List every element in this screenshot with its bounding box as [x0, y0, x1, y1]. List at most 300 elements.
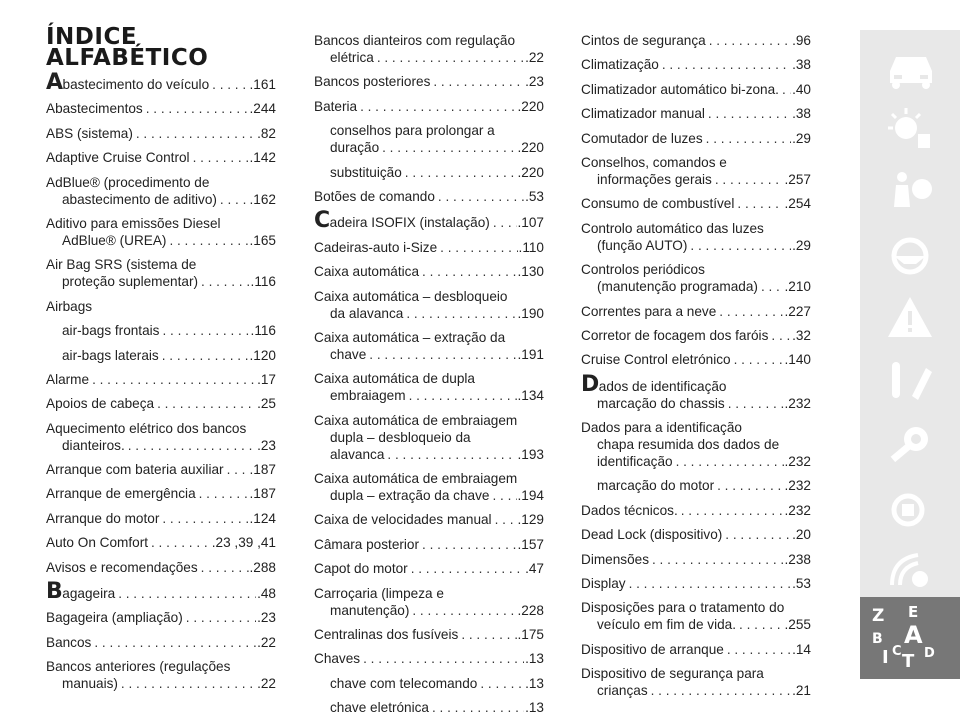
index-entry — [581, 220, 811, 254]
entry-row — [581, 303, 811, 320]
entry-label: Arranque com bateria auxiliar — [46, 462, 224, 478]
entry-text — [581, 526, 722, 543]
entry-label: chave eletrónica — [330, 700, 429, 716]
entry-row — [581, 502, 811, 519]
entry-row — [314, 208, 544, 234]
entry-page-number: .13 — [525, 700, 544, 716]
dot-leader — [432, 699, 524, 716]
entry-text — [62, 273, 198, 290]
index-entry — [581, 327, 811, 344]
entry-label: bastecimento do veículo — [62, 77, 210, 92]
index-entry — [581, 575, 811, 592]
entry-page-number: .157 — [517, 536, 544, 552]
entry-text — [314, 650, 360, 667]
entry-row — [314, 98, 544, 115]
entry-label: Cadeiras-auto i-Size — [314, 239, 438, 255]
index-entry — [581, 261, 811, 295]
entry-label: duração — [330, 140, 380, 156]
entry-row — [581, 551, 811, 568]
entry-page-number: .107 — [517, 215, 544, 231]
dot-leader — [220, 191, 249, 208]
page-title — [46, 24, 209, 71]
entry-label: Alarme — [46, 371, 90, 387]
entry-text — [330, 139, 379, 156]
multimedia-icon — [882, 545, 940, 597]
entry-row — [314, 188, 544, 205]
tools-icon — [882, 356, 940, 408]
car-dashboard-icon — [882, 41, 940, 93]
entry-text — [581, 130, 703, 147]
index-entry — [581, 371, 811, 412]
entry-label: veículo em fim de vida. — [597, 617, 737, 633]
entry-page-number: .23 ,39 ,41 — [211, 535, 276, 551]
dot-leader — [369, 346, 516, 363]
entry-heading-text: Bancos anteriores (regulações — [46, 659, 231, 675]
entry-label: air-bags frontais — [62, 323, 160, 339]
entry-label: chave — [330, 346, 367, 362]
index-entry — [581, 105, 811, 122]
entry-text — [46, 534, 148, 551]
entry-row — [330, 699, 544, 716]
entry-heading-text: Dispositivo de segurança para — [581, 666, 764, 682]
entry-page-number: .244 — [249, 101, 276, 117]
entry-text — [597, 171, 712, 188]
entry-heading-text: Caixa automática de embraiagem — [314, 412, 518, 428]
entry-text — [581, 195, 734, 212]
dot-leader — [461, 626, 516, 643]
entry-text — [46, 461, 224, 478]
dot-leader — [422, 263, 517, 280]
index-entry — [314, 208, 544, 234]
dot-leader — [492, 487, 516, 504]
entry-label: Centralinas dos fusíveis — [314, 627, 459, 643]
entry-text — [330, 387, 406, 404]
dot-leader — [162, 347, 249, 364]
entry-page-number: .193 — [517, 446, 544, 462]
entry-text — [330, 675, 477, 692]
index-entry — [46, 609, 276, 626]
entry-heading-text: Caixa automática de embraiagem — [314, 471, 518, 487]
entry-row — [330, 675, 544, 692]
entry-heading-text: Carroçaria (limpeza e — [314, 585, 444, 601]
dot-leader — [433, 73, 524, 90]
dot-leader — [717, 477, 783, 494]
entry-heading-text: Airbags — [46, 298, 93, 314]
dot-leader — [360, 98, 516, 115]
entry-row — [581, 171, 811, 188]
index-entry — [46, 347, 276, 364]
entry-page-number: .23 — [257, 437, 276, 453]
dot-leader — [480, 675, 524, 692]
entry-heading-line — [46, 215, 276, 232]
steering-wheel-icon — [882, 230, 940, 282]
entry-text — [581, 303, 716, 320]
dot-leader — [157, 395, 256, 412]
warning-triangle-icon — [882, 293, 940, 345]
entry-text — [46, 559, 198, 576]
seatbelt-airbag-icon — [882, 167, 940, 219]
index-entry — [46, 125, 276, 142]
entry-page-number: .47 — [525, 561, 544, 577]
entry-page-number: .187 — [249, 486, 276, 502]
entry-row — [314, 626, 544, 643]
lights-icon — [882, 104, 940, 156]
index-letter-z: Z — [872, 606, 885, 626]
entry-text — [581, 575, 626, 592]
index-entry — [314, 73, 544, 90]
dot-leader — [412, 602, 516, 619]
entry-row — [46, 559, 276, 576]
entry-row — [314, 560, 544, 577]
index-icon — [868, 601, 948, 671]
entry-row — [581, 105, 811, 122]
entry-row — [314, 263, 544, 280]
entry-heading-text: Aquecimento elétrico dos bancos — [46, 420, 247, 436]
entry-page-number: .38 — [792, 106, 811, 122]
entry-label: ABS (sistema) — [46, 125, 133, 141]
index-letter-e: E — [908, 603, 919, 621]
entry-label: Comutador de luzes — [581, 130, 703, 146]
entry-page-number: .232 — [784, 502, 811, 518]
index-entry — [46, 579, 276, 605]
entry-text — [581, 551, 649, 568]
index-letter-c: C — [892, 644, 902, 659]
entry-text — [581, 502, 678, 519]
index-letter-a: A — [904, 621, 923, 649]
entry-row — [46, 461, 276, 478]
index-entry — [46, 485, 276, 502]
entry-label: Avisos e recomendações — [46, 559, 198, 575]
entry-label: Dados técnicos. — [581, 502, 678, 518]
dot-leader — [725, 526, 791, 543]
entry-page-number: .40 — [792, 81, 811, 97]
entry-heading-text: Controlos periódicos — [581, 262, 705, 278]
entry-text — [314, 188, 435, 205]
entry-label: crianças — [597, 683, 648, 699]
entry-heading-line-2: chapa resumida dos dados de — [597, 437, 780, 453]
entry-page-number: .17 — [257, 371, 276, 387]
entry-heading-line — [314, 32, 544, 49]
index-entry — [581, 526, 811, 543]
index-entry — [581, 641, 811, 658]
dot-leader — [771, 327, 791, 344]
index-entry — [581, 81, 811, 98]
index-entry — [581, 665, 811, 699]
entry-page-number: .22 — [257, 634, 276, 650]
entry-lead-letter: C — [314, 208, 330, 234]
entry-text — [330, 446, 384, 463]
entry-page-number: .238 — [784, 551, 811, 567]
entry-text — [62, 232, 166, 249]
dot-leader — [440, 239, 517, 256]
entry-row — [314, 511, 544, 528]
index-entry — [581, 154, 811, 188]
entry-heading-text: Caixa automática – extração da — [314, 329, 506, 345]
entry-heading-text: Conselhos, comandos e — [581, 154, 727, 170]
entry-text — [46, 125, 133, 142]
entry-page-number: .29 — [792, 237, 811, 253]
entry-heading-text: ados de identificação — [598, 378, 727, 394]
index-entry — [314, 585, 544, 619]
entry-page-number: .130 — [517, 264, 544, 280]
entry-text — [597, 237, 687, 254]
entry-page-number: .129 — [517, 512, 544, 528]
entry-label: Capot do motor — [314, 561, 408, 577]
entry-page-number: .82 — [257, 125, 276, 141]
entry-heading-line — [581, 220, 811, 237]
entry-heading-line — [581, 665, 811, 682]
dot-leader — [162, 510, 248, 527]
entry-text — [314, 239, 437, 256]
dot-leader — [169, 232, 248, 249]
dot-leader — [136, 125, 256, 142]
dot-leader — [201, 273, 250, 290]
title-line-2: ALFABÉTICO — [46, 45, 209, 71]
entry-page-number: .53 — [792, 576, 811, 592]
entry-text — [330, 602, 409, 619]
index-letter-t: T — [902, 651, 915, 671]
index-column-2 — [314, 32, 544, 724]
index-entry — [581, 32, 811, 49]
entry-row — [581, 453, 811, 470]
entry-heading-line — [46, 256, 276, 273]
entry-text — [330, 346, 366, 363]
dot-leader — [377, 49, 524, 66]
entry-row — [46, 70, 276, 95]
entry-page-number: .20 — [792, 527, 811, 543]
entry-text — [597, 395, 725, 412]
entry-heading-text: AdBlue® (procedimento de — [46, 174, 210, 190]
index-entry — [314, 675, 544, 692]
entry-heading-text: Disposições para o tratamento do — [581, 600, 785, 616]
index-column-1 — [46, 70, 276, 700]
index-entry — [314, 470, 544, 504]
entry-page-number: .187 — [249, 462, 276, 478]
entry-heading-line — [330, 122, 544, 139]
entry-page-number: .21 — [792, 683, 811, 699]
entry-row — [581, 56, 811, 73]
entry-row — [314, 487, 544, 504]
entry-row — [46, 149, 276, 166]
entry-heading-line — [46, 298, 276, 315]
entry-label: Auto On Comfort — [46, 535, 148, 551]
index-entry — [46, 215, 276, 249]
entry-label: Bateria — [314, 98, 358, 114]
dot-leader — [708, 105, 791, 122]
entry-page-number: .227 — [784, 303, 811, 319]
index-entry — [581, 477, 811, 494]
index-entry — [314, 188, 544, 205]
entry-label: Climatizador manual — [581, 106, 705, 122]
entry-row — [581, 682, 811, 699]
entry-row — [581, 195, 811, 212]
entry-page-number: .220 — [517, 164, 544, 180]
entry-label: Câmara posterior — [314, 536, 420, 552]
entry-row — [46, 485, 276, 502]
entry-label: Climatizador automático bi-zona. — [581, 81, 779, 97]
entry-page-number: .191 — [517, 346, 544, 362]
entry-page-number: .13 — [525, 675, 544, 691]
wrench-gear-icon — [882, 419, 940, 471]
entry-row — [581, 327, 811, 344]
entry-label: Correntes para a neve — [581, 303, 717, 319]
index-entry — [314, 560, 544, 577]
entry-text — [62, 191, 217, 208]
title-line-1: ÍNDICE — [46, 24, 138, 50]
entry-page-number: .116 — [250, 323, 276, 339]
entry-row — [62, 347, 276, 364]
entry-page-number: .161 — [249, 77, 276, 92]
entry-row — [46, 534, 276, 551]
entry-row — [46, 100, 276, 117]
index-entry — [46, 322, 276, 339]
dot-leader — [227, 461, 249, 478]
entry-text — [330, 699, 429, 716]
entry-label: Apoios de cabeça — [46, 396, 155, 412]
dot-leader — [128, 437, 256, 454]
entry-text — [597, 682, 648, 699]
entry-label: identificação — [597, 454, 673, 470]
entry-label: (manutenção programada) — [597, 279, 758, 295]
entry-page-number: .14 — [792, 641, 811, 657]
entry-page-number: .32 — [792, 327, 811, 343]
entry-page-number: .142 — [249, 150, 276, 166]
entry-row — [597, 477, 811, 494]
dot-leader — [709, 32, 791, 49]
entry-page-number: .232 — [784, 478, 811, 494]
entry-label: marcação do chassis — [597, 395, 725, 411]
entry-row — [581, 81, 811, 98]
index-entry — [581, 599, 811, 633]
entry-label: substituição — [330, 164, 402, 180]
entry-label: manutenção) — [330, 602, 410, 618]
entry-text — [46, 609, 183, 626]
entry-row — [581, 32, 811, 49]
entry-text — [330, 49, 374, 66]
entry-page-number: .257 — [784, 171, 811, 187]
entry-label: dianteiros. — [62, 437, 125, 453]
entry-label: chave com telecomando — [330, 675, 478, 691]
entry-heading-text: Aditivo para emissões Diesel — [46, 215, 221, 231]
entry-page-number: .110 — [518, 239, 544, 255]
entry-row — [581, 395, 811, 412]
entry-text — [314, 560, 408, 577]
entry-text — [46, 149, 190, 166]
dot-leader — [382, 139, 516, 156]
entry-text — [314, 536, 419, 553]
dot-leader — [212, 76, 248, 93]
index-letter-i: I — [882, 647, 889, 668]
entry-label: marcação do motor — [597, 478, 715, 494]
entry-heading-line — [581, 261, 811, 278]
entry-page-number: .96 — [792, 33, 811, 48]
entry-page-number: .255 — [784, 617, 811, 633]
index-entry — [314, 263, 544, 280]
index-entry — [314, 32, 544, 66]
entry-text — [314, 98, 357, 115]
entry-page-number: .120 — [249, 347, 276, 363]
entry-row — [46, 125, 276, 142]
entry-text — [62, 437, 125, 454]
entry-row — [330, 139, 544, 156]
entry-lead-letter: A — [46, 70, 63, 95]
entry-heading-line-2: dupla – desbloqueio da — [330, 429, 471, 445]
dot-leader — [719, 303, 783, 320]
entry-label: Botões de comando — [314, 188, 435, 204]
entry-text — [330, 305, 403, 322]
dot-leader — [438, 188, 524, 205]
entry-heading-text: Controlo automático das luzes — [581, 220, 764, 236]
entry-text — [330, 164, 402, 181]
entry-row — [62, 322, 276, 339]
index-entry — [581, 502, 811, 519]
entry-row — [581, 575, 811, 592]
dot-leader — [193, 149, 249, 166]
entry-label: Arranque do motor — [46, 510, 160, 526]
entry-page-number: .220 — [517, 98, 544, 114]
entry-label: abastecimento de aditivo) — [62, 191, 217, 207]
entry-heading-line — [581, 371, 811, 397]
dot-leader — [737, 195, 783, 212]
entry-row — [314, 602, 544, 619]
index-entry — [46, 149, 276, 166]
index-entry — [314, 699, 544, 716]
entry-heading-line — [314, 288, 544, 305]
index-entry — [46, 371, 276, 388]
index-entry — [581, 551, 811, 568]
entry-label: Abastecimentos — [46, 101, 143, 117]
dot-leader — [162, 322, 249, 339]
entry-lead-letter: B — [46, 579, 63, 605]
index-entry — [46, 100, 276, 117]
entry-text — [46, 395, 154, 412]
entry-page-number: .165 — [249, 232, 276, 248]
index-entry — [314, 98, 544, 115]
entry-text — [46, 100, 143, 117]
index-entry — [314, 511, 544, 528]
index-entry — [314, 650, 544, 667]
entry-text — [62, 347, 159, 364]
entry-lead-letter: D — [581, 371, 599, 397]
entry-page-number: .38 — [792, 57, 811, 73]
dot-leader — [199, 485, 249, 502]
entry-page-number: .140 — [784, 352, 811, 368]
entry-row — [314, 346, 544, 363]
entry-page-number: .29 — [792, 130, 811, 146]
index-entry — [314, 164, 544, 181]
entry-page-number: .48 — [257, 586, 276, 602]
entry-label: manuais) — [62, 676, 118, 692]
index-entry — [46, 174, 276, 208]
dot-leader — [676, 453, 784, 470]
index-entry — [46, 634, 276, 651]
entry-text — [46, 485, 196, 502]
entry-row — [46, 510, 276, 527]
entry-label: dupla – extração da chave — [330, 488, 490, 504]
dot-leader — [411, 560, 524, 577]
entry-row — [46, 273, 276, 290]
index-column-3 — [581, 32, 811, 707]
index-entry — [314, 370, 544, 404]
entry-text — [46, 371, 89, 388]
dot-leader — [739, 616, 784, 633]
dot-leader — [94, 634, 256, 651]
entry-text — [62, 322, 159, 339]
entry-label: air-bags laterais — [62, 347, 159, 363]
tab-index[interactable] — [860, 597, 960, 679]
index-entry — [581, 419, 811, 470]
entry-label: Corretor de focagem dos faróis — [581, 327, 769, 343]
